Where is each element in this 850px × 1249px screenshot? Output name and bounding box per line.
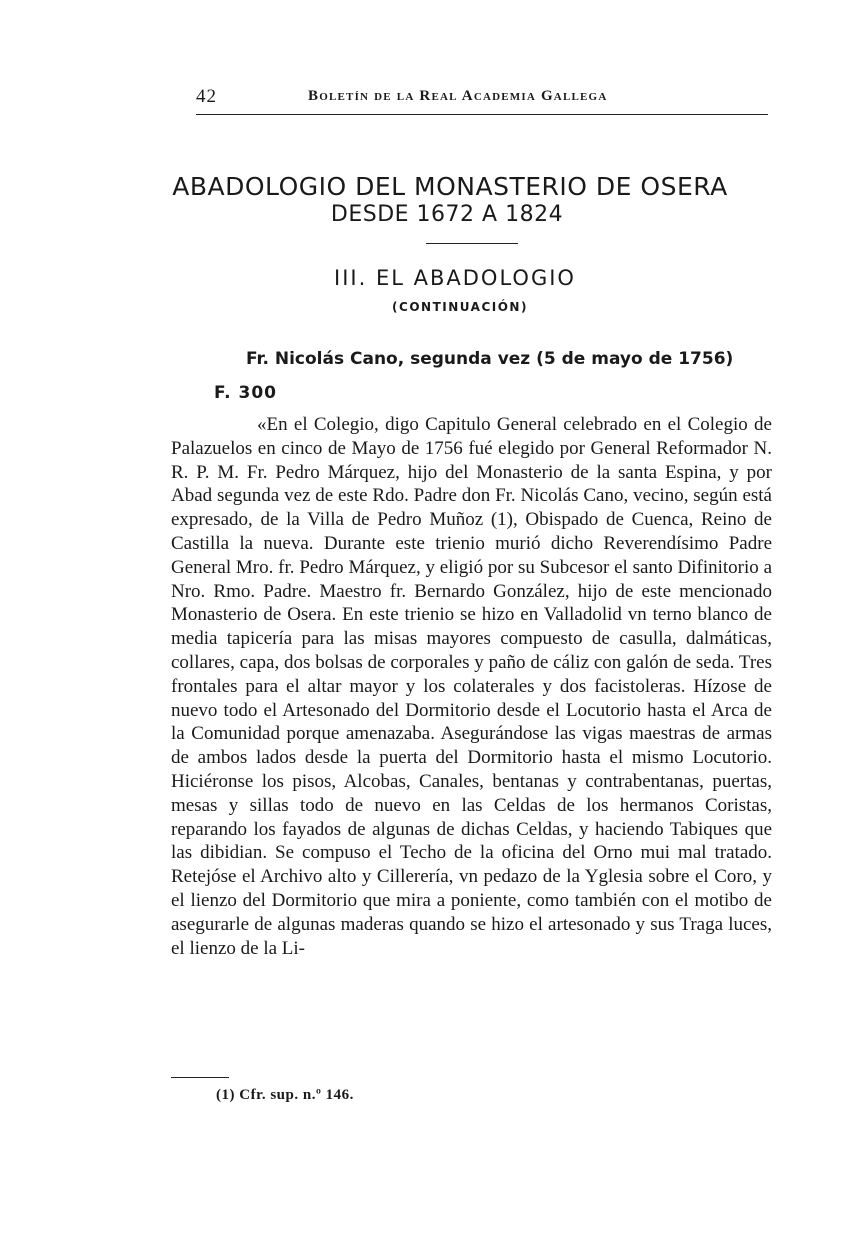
footnote: (1) Cfr. sup. n.º 146. [216, 1087, 354, 1103]
folio-reference: F. 300 [214, 383, 277, 403]
footnote-rule [171, 1077, 229, 1078]
article-title: ABADOLOGIO DEL MONASTERIO DE OSERA [172, 172, 728, 201]
body-paragraph: «En el Colegio, digo Capitulo General celebrado en el Colegio de Palazuelos en cinco de Mayo de 1756 fué elegido por General Reformador N. R. P. M. Fr. Pedro Márquez, hijo del Monasterio de la santa Espina, y por Abad segunda vez de este Rdo. Padre don Fr. Nicolás Cano, vecino, según está expresado, de la Villa de Pedro Muñoz (1), Obispado de Cuenca, Reino de Castilla la nueva. Durante este trienio murió dicho Reverendísimo Padre General Mro. fr. Pedro Márquez, y eligió por su Subcesor el santo Difinitorio a Nro. Rmo. Padre. Maestro fr. Bernardo González, hijo de este mencionado Monasterio de Osera. En este trienio se hizo en Valladolid vn terno blanco de media tapicería para las misas mayores compuesto de casulla, dalmáticas, collares, capa, dos bolsas de corporales y paño de cáliz con galón de seda. Tres frontales para el altar mayor y los colaterales y dos facistoleras. Hízose de nuevo todo el Artesonado del Dormitorio desde el Locutorio hasta el Arca de la Comunidad porque amenazaba. Asegurándose las vigas maestras de armas de ambos lados desde la puerta del Dormitorio hasta el mismo Locutorio. Hiciéronse los pisos, Alcobas, Canales, bentanas y contrabentanas, puertas, mesas y sillas todo de nuevo en las Celdas de los hermanos Coristas, reparando los fayados de algunas de dichas Celdas, y haciendo Tabiques que las dibidian. Se compuso el Techo de la oficina del Orno mui mal tratado. Retejóse el Archivo alto y Cillerería, vn pedazo de la Yglesia sobre el Coro, y el lienzo del Dormitorio que mira a poniente, como también con el motibo de asegurarle de algunas maderas quando se hizo el artesonado y sus Traga luces, el lienzo de la Li- [171, 414, 772, 959]
title-rule [426, 243, 518, 244]
body-text [171, 413, 772, 960]
article-subtitle: DESDE 1672 A 1824 [330, 202, 564, 227]
page-number: 42 [196, 86, 217, 107]
journal-title: Boletín de la Real Academia Gallega [308, 88, 608, 104]
running-head [196, 86, 768, 112]
header-rule [196, 114, 768, 115]
abbot-subheading: Fr. Nicolás Cano, segunda vez (5 de mayo de 1756) [246, 349, 734, 369]
continuation-label: (CONTINUACIÓN) [392, 300, 528, 314]
section-heading: III. EL ABADOLOGIO [334, 266, 576, 290]
